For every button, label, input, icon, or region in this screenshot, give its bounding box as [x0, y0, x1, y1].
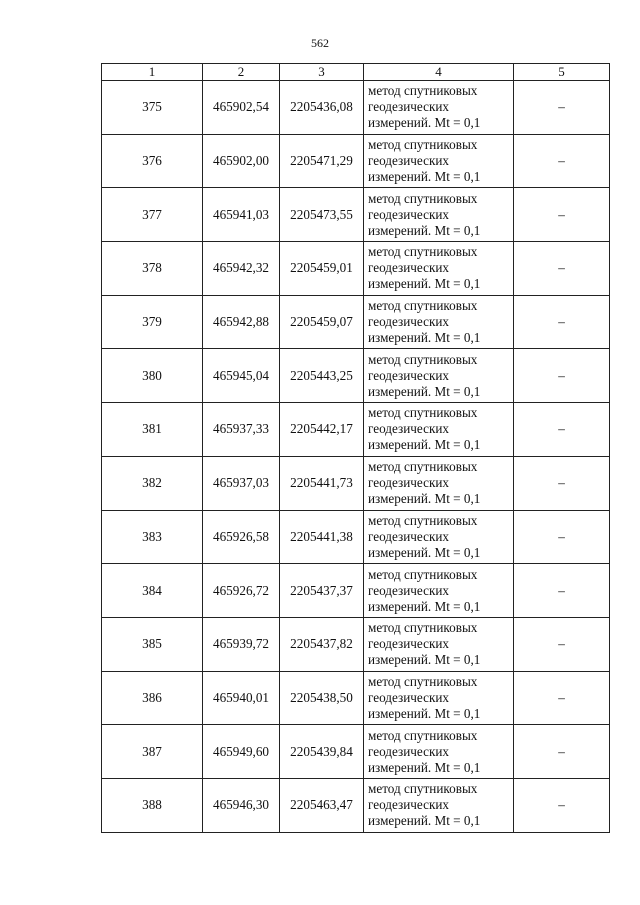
point-number-cell: 378: [102, 242, 203, 296]
y-coordinate-cell: 2205463,47: [280, 778, 364, 832]
x-coordinate-cell: 465902,54: [203, 81, 280, 135]
table-row: [102, 617, 610, 671]
method-line: измерений. Mt = 0,1: [368, 491, 481, 507]
method-cell: [364, 725, 514, 779]
table-row: [102, 134, 610, 188]
x-coordinate-cell: 465940,01: [203, 671, 280, 725]
table-row: [102, 671, 610, 725]
x-coordinate-cell: 465946,30: [203, 778, 280, 832]
point-number-cell: 384: [102, 564, 203, 618]
point-number-cell: 387: [102, 725, 203, 779]
header-row: [102, 64, 610, 81]
method-line: метод спутниковых: [368, 781, 478, 797]
note-cell: –: [514, 188, 610, 242]
method-line: геодезических: [368, 367, 450, 383]
method-cell: [364, 134, 514, 188]
y-coordinate-cell: 2205439,84: [280, 725, 364, 779]
method-line: геодезических: [368, 260, 450, 276]
method-line: метод спутниковых: [368, 727, 478, 743]
method-line: метод спутниковых: [368, 351, 478, 367]
note-cell: –: [514, 403, 610, 457]
point-number-cell: 380: [102, 349, 203, 403]
method-line: измерений. Mt = 0,1: [368, 598, 481, 614]
table-row: [102, 188, 610, 242]
method-line: измерений. Mt = 0,1: [368, 705, 481, 721]
method-line: метод спутниковых: [368, 459, 478, 475]
method-line: измерений. Mt = 0,1: [368, 759, 481, 775]
method-line: метод спутниковых: [368, 244, 478, 260]
method-line: измерений. Mt = 0,1: [368, 330, 481, 346]
method-line: метод спутниковых: [368, 190, 478, 206]
y-coordinate-cell: 2205473,55: [280, 188, 364, 242]
method-cell: [364, 456, 514, 510]
header-cell-5: 5: [514, 64, 610, 81]
point-number-cell: 383: [102, 510, 203, 564]
x-coordinate-cell: 465902,00: [203, 134, 280, 188]
method-line: геодезических: [368, 206, 450, 222]
y-coordinate-cell: 2205437,82: [280, 617, 364, 671]
note-cell: –: [514, 81, 610, 135]
note-cell: –: [514, 725, 610, 779]
x-coordinate-cell: 465949,60: [203, 725, 280, 779]
x-coordinate-cell: 465926,58: [203, 510, 280, 564]
method-line: измерений. Mt = 0,1: [368, 544, 481, 560]
table-row: [102, 510, 610, 564]
method-cell: [364, 349, 514, 403]
method-line: метод спутниковых: [368, 137, 478, 153]
x-coordinate-cell: 465942,88: [203, 295, 280, 349]
note-cell: –: [514, 134, 610, 188]
y-coordinate-cell: 2205442,17: [280, 403, 364, 457]
coordinates-table: [101, 63, 610, 833]
note-cell: –: [514, 456, 610, 510]
point-number-cell: 385: [102, 617, 203, 671]
x-coordinate-cell: 465945,04: [203, 349, 280, 403]
y-coordinate-cell: 2205437,37: [280, 564, 364, 618]
table-row: [102, 403, 610, 457]
point-number-cell: 382: [102, 456, 203, 510]
table-row: [102, 456, 610, 510]
table-row: [102, 349, 610, 403]
y-coordinate-cell: 2205438,50: [280, 671, 364, 725]
table-row: [102, 725, 610, 779]
method-line: геодезических: [368, 421, 450, 437]
method-cell: [364, 671, 514, 725]
point-number-cell: 388: [102, 778, 203, 832]
y-coordinate-cell: 2205443,25: [280, 349, 364, 403]
method-line: геодезических: [368, 797, 450, 813]
table-row: [102, 295, 610, 349]
method-line: измерений. Mt = 0,1: [368, 437, 481, 453]
method-line: геодезических: [368, 689, 450, 705]
method-line: метод спутниковых: [368, 298, 478, 314]
method-line: метод спутниковых: [368, 405, 478, 421]
table-row: [102, 81, 610, 135]
method-line: геодезических: [368, 153, 450, 169]
method-line: метод спутниковых: [368, 566, 478, 582]
x-coordinate-cell: 465937,33: [203, 403, 280, 457]
y-coordinate-cell: 2205471,29: [280, 134, 364, 188]
method-line: метод спутниковых: [368, 512, 478, 528]
note-cell: –: [514, 295, 610, 349]
note-cell: –: [514, 564, 610, 618]
point-number-cell: 381: [102, 403, 203, 457]
method-line: метод спутниковых: [368, 83, 478, 99]
header-cell-4: 4: [364, 64, 514, 81]
method-cell: [364, 617, 514, 671]
x-coordinate-cell: 465926,72: [203, 564, 280, 618]
x-coordinate-cell: 465939,72: [203, 617, 280, 671]
header-cell-3: 3: [280, 64, 364, 81]
y-coordinate-cell: 2205441,73: [280, 456, 364, 510]
method-cell: [364, 510, 514, 564]
method-cell: [364, 778, 514, 832]
note-cell: –: [514, 349, 610, 403]
point-number-cell: 376: [102, 134, 203, 188]
method-line: измерений. Mt = 0,1: [368, 383, 481, 399]
method-line: измерений. Mt = 0,1: [368, 169, 481, 185]
method-cell: [364, 295, 514, 349]
method-line: метод спутниковых: [368, 673, 478, 689]
x-coordinate-cell: 465941,03: [203, 188, 280, 242]
point-number-cell: 377: [102, 188, 203, 242]
method-line: геодезических: [368, 582, 450, 598]
header-cell-1: 1: [102, 64, 203, 81]
table-row: [102, 242, 610, 296]
table-body: [102, 81, 610, 833]
method-line: геодезических: [368, 743, 450, 759]
point-number-cell: 386: [102, 671, 203, 725]
x-coordinate-cell: 465942,32: [203, 242, 280, 296]
method-cell: [364, 564, 514, 618]
y-coordinate-cell: 2205436,08: [280, 81, 364, 135]
method-line: геодезических: [368, 636, 450, 652]
note-cell: –: [514, 242, 610, 296]
method-cell: [364, 188, 514, 242]
note-cell: –: [514, 778, 610, 832]
y-coordinate-cell: 2205441,38: [280, 510, 364, 564]
method-line: измерений. Mt = 0,1: [368, 276, 481, 292]
method-line: геодезических: [368, 314, 450, 330]
table-row: [102, 778, 610, 832]
method-line: измерений. Mt = 0,1: [368, 222, 481, 238]
method-line: измерений. Mt = 0,1: [368, 115, 481, 131]
method-line: геодезических: [368, 475, 450, 491]
y-coordinate-cell: 2205459,07: [280, 295, 364, 349]
method-line: метод спутниковых: [368, 620, 478, 636]
method-line: измерений. Mt = 0,1: [368, 813, 481, 829]
page-number: 562: [311, 36, 329, 50]
method-line: измерений. Mt = 0,1: [368, 652, 481, 668]
table-row: [102, 564, 610, 618]
method-line: геодезических: [368, 99, 450, 115]
x-coordinate-cell: 465937,03: [203, 456, 280, 510]
method-cell: [364, 403, 514, 457]
note-cell: –: [514, 617, 610, 671]
y-coordinate-cell: 2205459,01: [280, 242, 364, 296]
point-number-cell: 375: [102, 81, 203, 135]
point-number-cell: 379: [102, 295, 203, 349]
header-cell-2: 2: [203, 64, 280, 81]
method-line: геодезических: [368, 528, 450, 544]
method-cell: [364, 242, 514, 296]
method-cell: [364, 81, 514, 135]
note-cell: –: [514, 510, 610, 564]
note-cell: –: [514, 671, 610, 725]
